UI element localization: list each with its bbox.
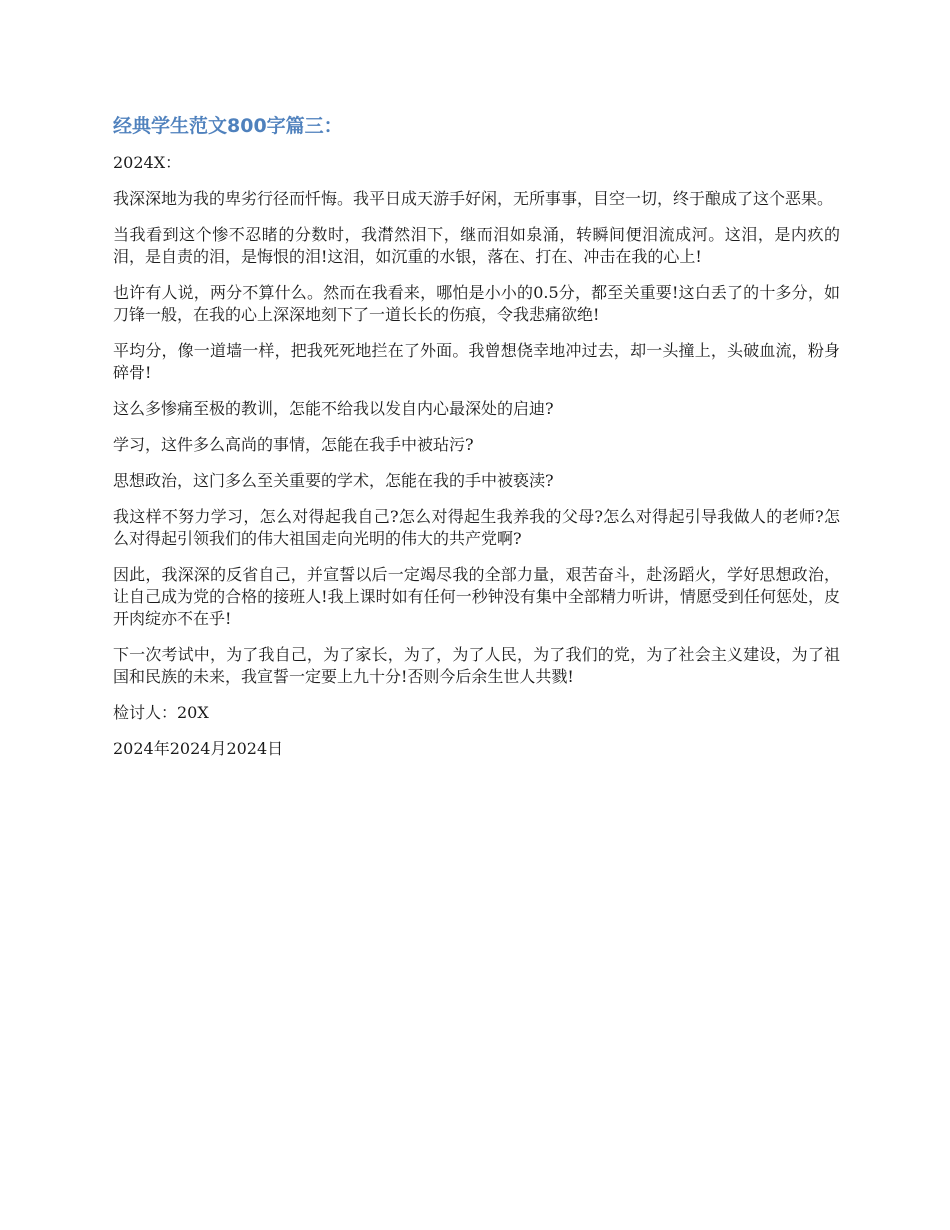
signature: 检讨人：20X — [113, 703, 209, 722]
paragraph-repentance: 我深深地为我的卑劣行径而忏悔。我平日成天游手好闲，无所事事，目空一切，终于酿成了这个恶果。 — [113, 189, 834, 208]
paragraph-study: 学习，这件多么高尚的事情，怎能在我手中被玷污? — [113, 435, 474, 454]
paragraph-tears: 当我看到这个惨不忍睹的分数时，我潸然泪下，继而泪如泉涌，转瞬间便泪流成河。这泪，是内疚的泪，是自责的泪，是悔恨的泪!这泪，如沉重的水银，落在、打在、冲击在我的心上! — [113, 225, 840, 266]
document-title: 经典学生范文800字篇三： — [113, 115, 343, 137]
paragraph-points: 也许有人说，两分不算什么。然而在我看来，哪怕是小小的0.5分，都至关重要!这白丢了的十多分，如刀锋一般，在我的心上深深地刻下了一道长长的伤痕，令我悲痛欲绝! — [113, 283, 840, 324]
document-page — [113, 112, 840, 774]
paragraph-questions: 我这样不努力学习，怎么对得起我自己?怎么对得起生我养我的父母?怎么对得起引导我做人的老师?怎么对得起引领我们的伟大祖国走向光明的伟大的共产党啊? — [113, 507, 840, 548]
salutation: 2024X： — [113, 153, 182, 172]
paragraph-next-exam: 下一次考试中，为了我自己，为了家长，为了，为了人民，为了我们的党，为了社会主义建设，为了祖国和民族的未来，我宣誓一定要上九十分!否则今后余生世人共戮! — [113, 645, 840, 686]
date-line: 2024年2024月2024日 — [113, 739, 284, 758]
paragraph-oath: 因此，我深深的反省自己，并宣誓以后一定竭尽我的全部力量，艰苦奋斗，赴汤蹈火，学好思想政治，让自己成为党的合格的接班人!我上课时如有任何一秒钟没有集中全部精力听讲，情愿受到任何惩处，皮开肉绽亦不在乎! — [113, 565, 840, 628]
paragraph-politics: 思想政治，这门多么至关重要的学术，怎能在我的手中被亵渎? — [113, 471, 554, 490]
paragraph-average: 平均分，像一道墙一样，把我死死地拦在了外面。我曾想侥幸地冲过去，却一头撞上，头破血流，粉身碎骨! — [113, 341, 840, 382]
paragraph-lessons: 这么多惨痛至极的教训，怎能不给我以发自内心最深处的启迪? — [113, 399, 554, 418]
